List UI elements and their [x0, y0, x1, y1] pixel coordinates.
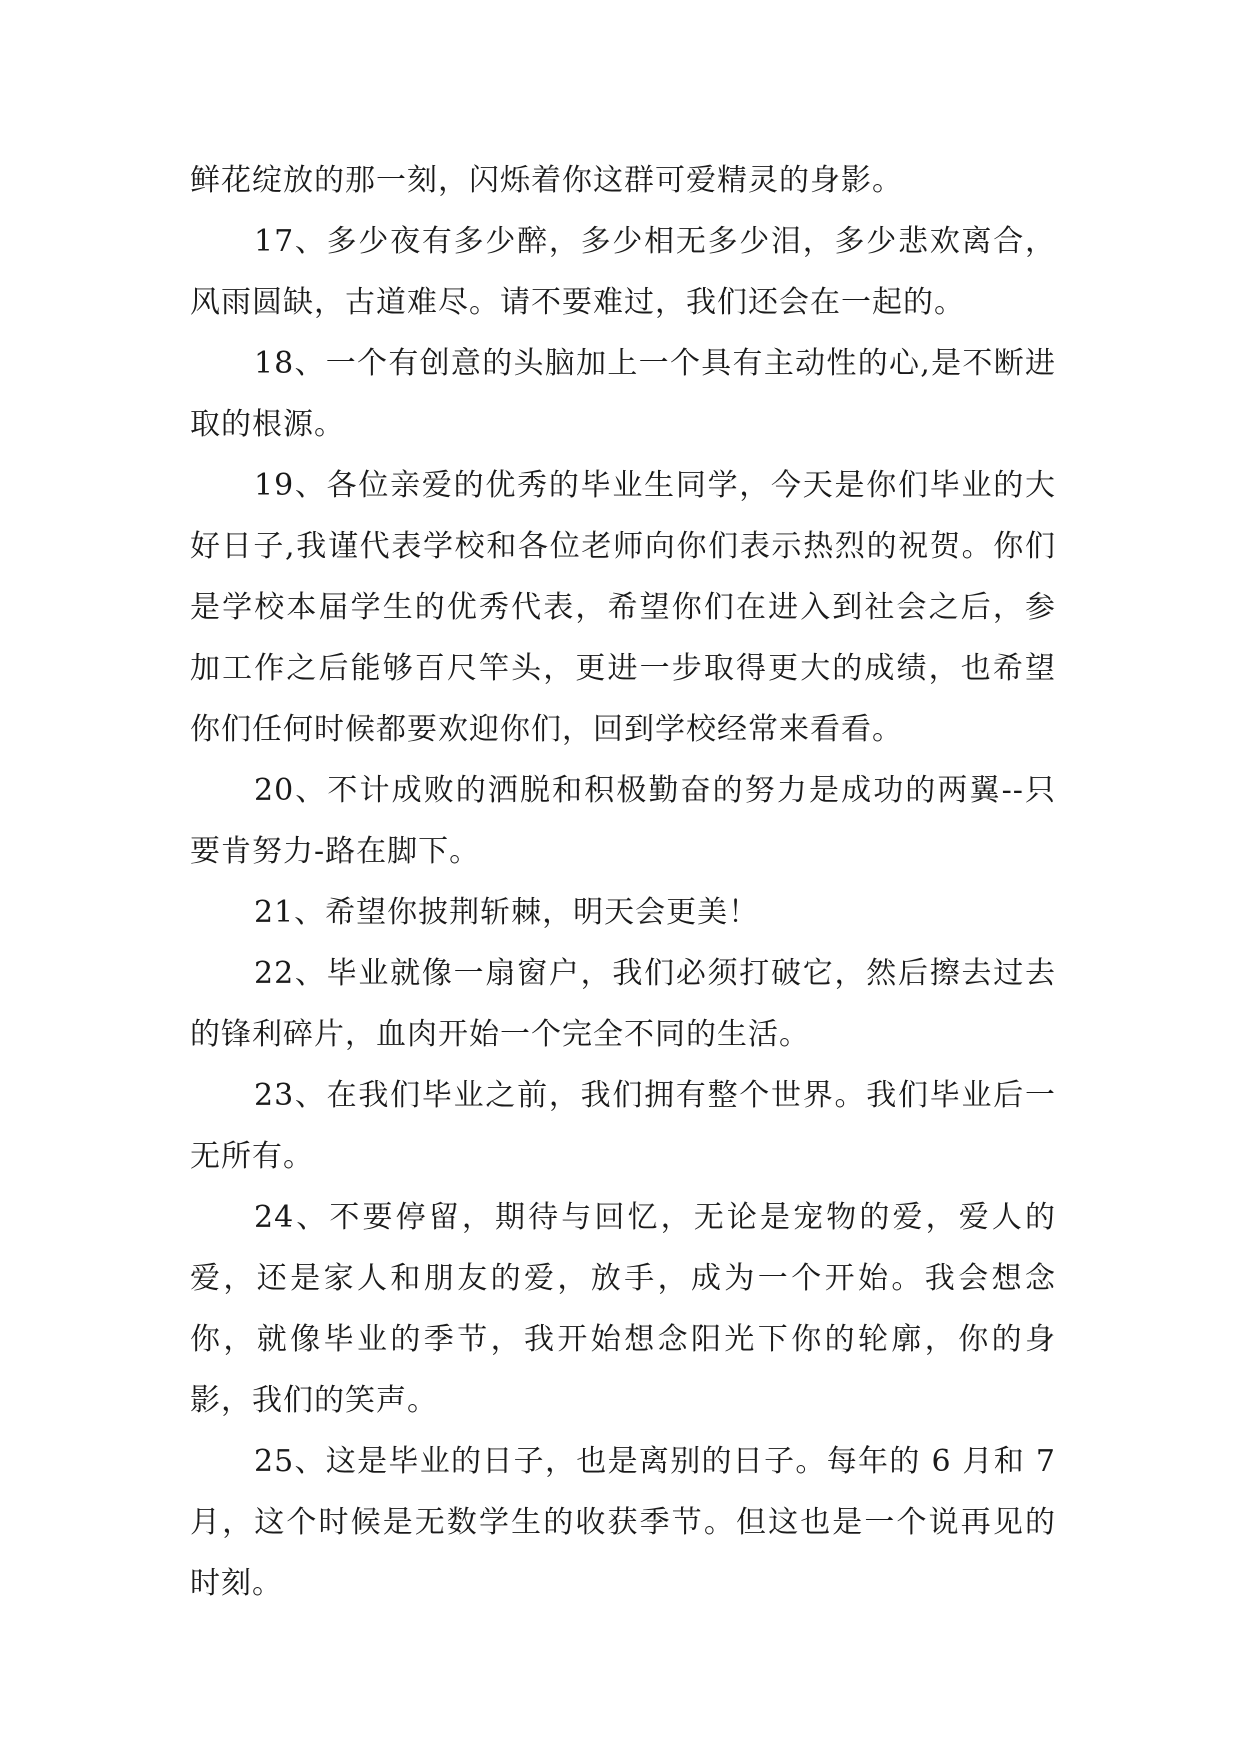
paragraph-item-20: 20、不计成败的洒脱和积极勤奋的努力是成功的两翼--只要肯努力-路在脚下。 [190, 773, 1056, 869]
paragraph-item-25: 25、这是毕业的日子，也是离别的日子。每年的 6 月和 7 月，这个时候是无数学生的收获季节。但这也是一个说再见的时刻。 [190, 1444, 1056, 1601]
document-body [190, 150, 1056, 1614]
paragraph-item-23: 23、在我们毕业之前，我们拥有整个世界。我们毕业后一无所有。 [190, 1078, 1056, 1174]
paragraph-item-24: 24、不要停留，期待与回忆，无论是宠物的爱，爱人的爱，还是家人和朋友的爱，放手，成为一个开始。我会想念你，就像毕业的季节，我开始想念阳光下你的轮廓，你的身影，我们的笑声。 [190, 1200, 1056, 1418]
paragraph-item-19: 19、各位亲爱的优秀的毕业生同学，今天是你们毕业的大好日子,我谨代表学校和各位老师向你们表示热烈的祝贺。你们是学校本届学生的优秀代表，希望你们在进入到社会之后，参加工作之后能够百尺竿头，更进一步取得更大的成绩，也希望你们任何时候都要欢迎你们，回到学校经常来看看。 [190, 468, 1056, 747]
paragraph-item-18: 18、一个有创意的头脑加上一个具有主动性的心,是不断进取的根源。 [190, 346, 1056, 442]
paragraph-continuation: 鲜花绽放的那一刻，闪烁着你这群可爱精灵的身影。 [190, 163, 903, 198]
paragraph-item-17: 17、多少夜有多少醉，多少相无多少泪，多少悲欢离合，风雨圆缺，古道难尽。请不要难过，我们还会在一起的。 [190, 224, 1056, 320]
paragraph-item-21: 21、希望你披荆斩棘，明天会更美！ [254, 895, 760, 930]
paragraph-item-22: 22、毕业就像一扇窗户，我们必须打破它，然后擦去过去的锋利碎片，血肉开始一个完全不同的生活。 [190, 956, 1056, 1052]
